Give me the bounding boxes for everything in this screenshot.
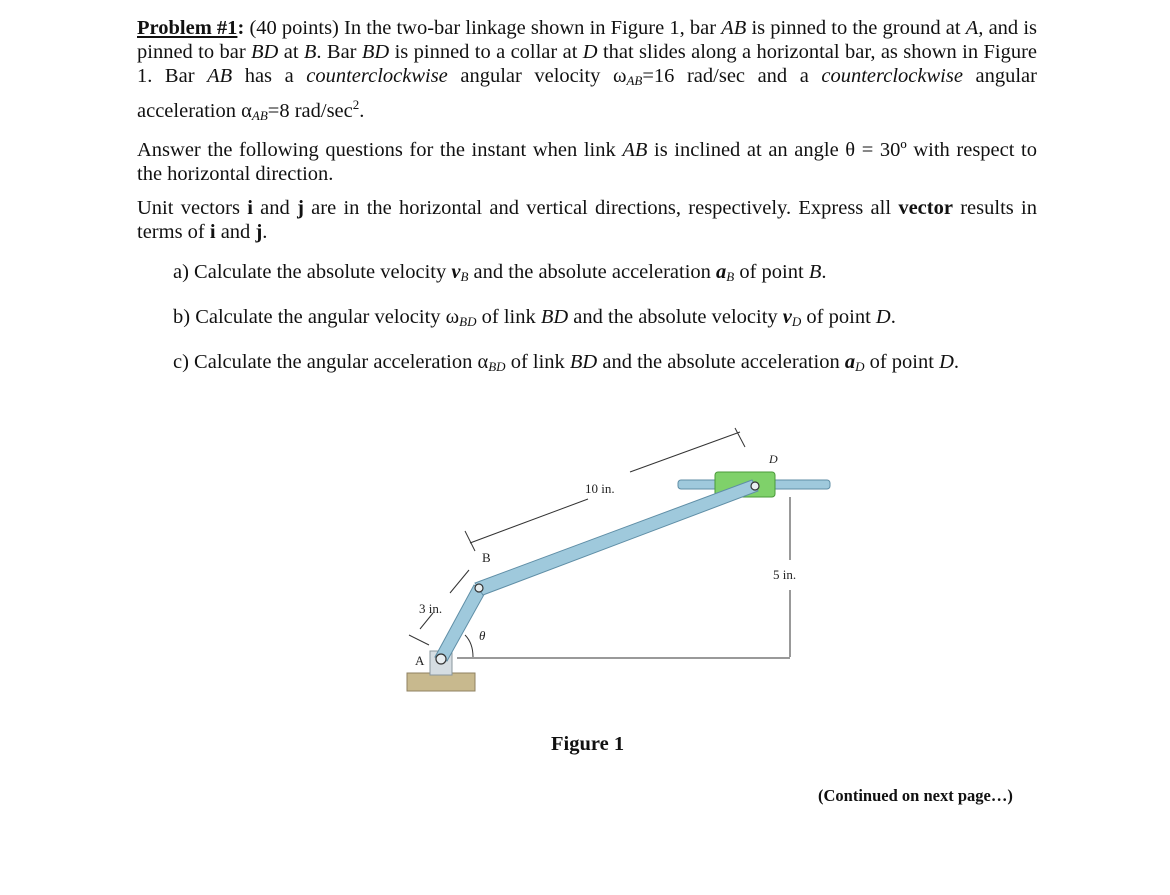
figure-caption: Figure 1 — [551, 733, 625, 755]
question-a: a) Calculate the absolute velocity $v_B$ and the absolute acceleration $a_B$ of point B. — [173, 261, 827, 284]
label-d: D — [769, 452, 778, 466]
label-3in: 3 in. — [419, 601, 443, 616]
instant-statement: Answer the following questions for the instant when link AB is inclined at an angle θ = 30º with respect to the horizontal direction. — [137, 139, 1037, 185]
extension-d — [735, 428, 745, 447]
extension-a — [409, 635, 429, 645]
dimension-10in-2 — [630, 432, 740, 472]
pin-b — [475, 584, 483, 592]
label-5in: 5 in. — [773, 567, 797, 582]
dimension-3in-2 — [450, 570, 469, 593]
linkage-figure — [395, 425, 845, 705]
question-list — [137, 260, 1037, 379]
label-10in: 10 in. — [585, 481, 615, 496]
label-b: B — [482, 550, 491, 565]
label-a: A — [415, 653, 425, 668]
extension-b — [465, 531, 475, 551]
problem-intro: Problem #1: (40 points) In the two-bar linkage shown in Figure 1, bar AB is pinned to the ground at A, and is pinned to bar BD at B. Bar BD is pinned to a collar at D that slides along a horizontal bar, as shown in Figure 1. Bar AB has a counterclockwise angular velocity $\omega_{AB}=16$ rad/sec and a counterclockwise angular acceleration $\alpha_{AB}=8$ rad/$\sec^2$. — [137, 17, 1037, 123]
bar-ab — [435, 585, 486, 661]
theta-arc — [465, 635, 473, 657]
problem-text — [137, 16, 1037, 395]
dimension-10in — [470, 499, 588, 543]
label-theta: θ — [479, 628, 486, 643]
ground-support — [407, 673, 475, 691]
pin-a — [436, 654, 446, 664]
question-b: b) Calculate the angular velocity $\omega_{BD}$ of link BD and the absolute velocity $v_D$ of point D. — [173, 306, 896, 329]
unit-vectors-statement: Unit vectors i and j are in the horizontal and vertical directions, respectively. Express all vector results in terms of i and j. — [137, 197, 1037, 243]
question-c: c) Calculate the angular acceleration $\alpha_{BD}$ of link BD and the absolute acceleration $a_D$ of point D. — [173, 351, 959, 374]
continued-note: (Continued on next page…) — [818, 786, 1013, 805]
bar-bd — [475, 480, 758, 595]
pin-d — [751, 482, 759, 490]
problem-heading: Problem #1 — [137, 17, 238, 39]
